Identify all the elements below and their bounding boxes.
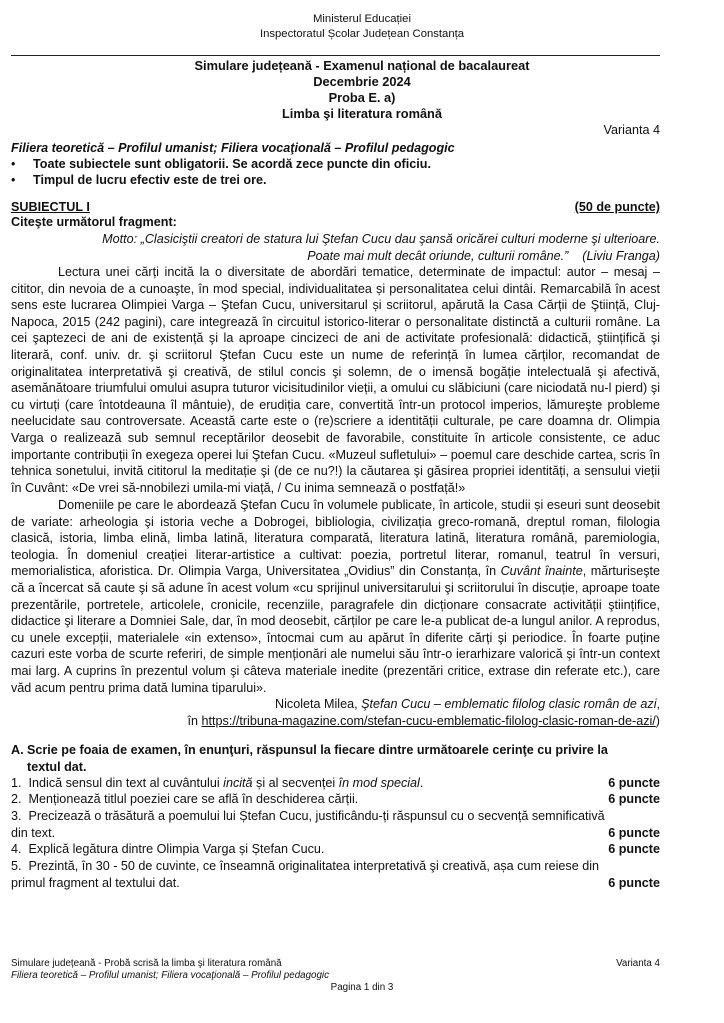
punct: ) bbox=[655, 714, 660, 728]
source-author: Nicoleta Milea, bbox=[275, 697, 362, 711]
motto-line-2 bbox=[40, 248, 660, 265]
question-text: Indică sensul din text al cuvântului bbox=[28, 776, 224, 790]
question-term: în mod special bbox=[338, 776, 420, 790]
paragraph-text: Domeniile pe care le abordează Ştefan Cucu în volumele publicate, în articole, studii și eseuri sunt deosebit de variate: arheologia şi istoria veche a Dobrogei, bibliologia, civilizația greco-romană, dreptul roman, filologia clasică, istoria, limba elină, limba latină, literatura comparată, literatura latină, literatura română, paremiologia, teologia. În domeniul creației literar-artistice a cultivat: poezia, portretul literar, romanul, teatrul în versuri, memorialistica, aforistica. Dr. Olimpia Varga, Universitatea „Ovidius” din Constanța, în bbox=[11, 498, 660, 579]
instruction-text: textul dat. bbox=[27, 759, 87, 774]
exam-title: Simulare județeană - Examenul național de bacalaureat bbox=[194, 58, 530, 73]
rule-text: Timpul de lucru efectiv este de trei ore. bbox=[33, 173, 267, 187]
question-number: 4. bbox=[11, 842, 22, 856]
page-number: Pagina 1 din 3 bbox=[330, 982, 394, 993]
punct: , bbox=[656, 697, 660, 711]
variant-label: Varianta 4 bbox=[603, 123, 660, 137]
footer-title: Simulare județeană - Probă scrisă la limba şi literatura română bbox=[11, 958, 282, 969]
source-in: în bbox=[187, 714, 202, 728]
source-title: Ştefan Cucu – emblematic filolog clasic român de azi bbox=[361, 697, 657, 711]
question-number: 5. bbox=[11, 859, 22, 873]
ministry-header: Ministerul Educației bbox=[313, 13, 411, 25]
motto-text: Poate mai mult decât oriunde, culturii române.” bbox=[307, 249, 569, 263]
question-text: și al secvenței bbox=[252, 776, 339, 790]
footer-profile: Filiera teoretică – Profilul umanist; Filiera vocaţională – Profilul pedagogic bbox=[11, 970, 330, 981]
question-number: 3. bbox=[11, 809, 22, 823]
question-number: 1. bbox=[11, 776, 22, 790]
question-points: 6 puncte bbox=[608, 875, 660, 890]
question-points: 6 puncte bbox=[608, 842, 660, 856]
exam-subject: Limba şi literatura română bbox=[281, 106, 442, 121]
subject-points: (50 de puncte) bbox=[574, 200, 660, 214]
rule-text: Toate subiectele sunt obligatorii. Se acordă zece puncte din oficiu. bbox=[33, 157, 431, 171]
question-2 bbox=[11, 791, 660, 808]
subject-heading bbox=[11, 200, 660, 214]
exam-test: Proba E. a) bbox=[328, 90, 396, 105]
question-points: 6 puncte bbox=[608, 776, 660, 790]
question-1 bbox=[11, 775, 660, 792]
subject-title: SUBIECTUL I bbox=[11, 200, 90, 214]
source-link-line bbox=[188, 713, 660, 730]
question-term: incită bbox=[223, 776, 253, 790]
question-3 bbox=[11, 808, 660, 841]
rule-item: • Toate subiectele sunt obligatorii. Se acordă zece puncte din oficiu. bbox=[11, 157, 431, 171]
source-citation bbox=[275, 696, 660, 713]
section-a-instruction bbox=[11, 742, 660, 775]
question-text: Prezintă, în 30 - 50 de cuvinte, ce înseamnă originalitatea interpretativă şi creativă, așa cum reiese din bbox=[28, 859, 600, 873]
header-divider bbox=[11, 55, 660, 56]
question-text: Explică legătura dintre Olimpia Varga și Ștefan Cucu. bbox=[28, 842, 325, 856]
exam-date: Decembrie 2024 bbox=[313, 74, 411, 89]
book-preface-title: Cuvânt înainte bbox=[500, 564, 583, 579]
question-text: din text. bbox=[11, 825, 56, 840]
section-a-label: A. bbox=[11, 743, 24, 757]
motto-author: (Liviu Franga) bbox=[582, 249, 660, 263]
paragraph-text: , mărturiseşte că a încercat să caute şi să adune în acest volum «cu sprijinul universitarului şi scriitorului în discuție, aproape toate prezentările, portretele, articolele, cronicile, recenziile, paragrafele din dicționare consacrate activității ştiințifice, didactice şi literare a Domniei Sale, dar, în mod deosebit, cărților pe care le-a publicat de-a lungul anilor. A reprodus, cu unele excepții, materialele «in extenso», întocmai cum au apărut în diferite cărți şi periodice. În foarte puține cazuri este vorba de scurte referiri, de simple menționări ale numelui său într-o ierarhizare valorică şi într-un context mai larg. A cuprins în prezentul volum şi câteva materiale inedite (prezentări critice, extrase din referate etc.), care văd acum pentru prima dată lumina tiparului». bbox=[11, 564, 660, 695]
inspectorate-header: Inspectoratul Școlar Județean Constanța bbox=[259, 28, 465, 40]
punct: . bbox=[419, 776, 424, 790]
footer-variant: Varianta 4 bbox=[616, 958, 660, 969]
instruction-text: Scrie pe foaia de examen, în enunţuri, răspunsul la fiecare dintre următoarele cerinţe cu privire la bbox=[27, 743, 608, 757]
question-points: 6 puncte bbox=[608, 792, 660, 806]
source-url-link[interactable]: https://tribuna-magazine.com/stefan-cucu-emblematic-filolog-clasic-roman-de-azi/ bbox=[201, 714, 656, 728]
question-text: primul fragment al textului dat. bbox=[11, 875, 180, 890]
rule-item: • Timpul de lucru efectiv este de trei ore. bbox=[11, 173, 267, 187]
fragment-paragraph-1: Lectura unei cărți incită la o diversitate de abordări tematice, determinate de impactul: autor – mesaj – cititor, din nevoia de a cunoaşte, în mod special, individualitatea și personalitatea celui dintâi. Remarcabilă în acest sens este lucrarea Olimpiei Varga – Ştefan Cucu, universitarul și scriitorul, apărută la Casa Cărții de Ştiință, Cluj-Napoca, 2015 (242 pagini), care integrează în circuitul istorico-literar o personalitate distinctă a culturii române. La cei şaptezeci de ani de existență şi la aproape cincizeci de ani de activitate profesională: didactică, ştiințifică şi literară, conf. univ. dr. şi scriitorul Ştefan Cucu este un nume de referință în lumea cărților, recomandat de originalitatea interpretativă şi creativă, de stilul concis şi solemn, de o imensă bogăție intelectuală şi afectivă, asemănătoare triumfului omului asupra tuturor vicisitudinilor vieții, a omului cu slăbiciuni (care niciodată nu-l pierd) şi cu virtuți (care întotdeauna îl mântuie), de erudiția care, convertită într-un protocol imperios, lămureşte probleme neelucidate sau controversate. Această carte este o (re)scriere a identității culturale, pe care doamna dr. Olimpia Varga o realizează sub semnul receptărilor deosebit de favorabile, constituite în articole consistente, ce aduc importante contribuții în exegeza operei lui Ştefan Cucu. «Muzeul sufletului» – poemul care deschide cartea, scris în tehnica sonetului, invită cititorul la meditație şi (de ce nu?!) la căutarea şi găsirea propriei identități, a sensului vieții în Cuvânt: «De vrei să-nnobilezi umila-mi viață, / Cu inima semnează o postfață!» bbox=[11, 265, 660, 495]
read-instruction: Citeşte următorul fragment: bbox=[11, 215, 177, 229]
question-points: 6 puncte bbox=[608, 825, 660, 840]
question-4 bbox=[11, 841, 660, 858]
profile-line: Filiera teoretică – Profilul umanist; Filiera vocaţională – Profilul pedagogic bbox=[11, 141, 455, 155]
question-text: Precizează o trăsătură a poemului lui Ștefan Cucu, justificându-ți răspunsul cu o secvență semnificativă bbox=[28, 809, 605, 823]
question-number: 2. bbox=[11, 792, 22, 806]
question-text: Menționează titlul poeziei care se află în deschiderea cărții. bbox=[28, 792, 359, 806]
question-5 bbox=[11, 858, 660, 891]
motto-line-1: Motto: „Clasiciştii creatori de statura lui Ştefan Cucu dau şansă oricărei culturi moderne şi ulterioare. bbox=[102, 232, 660, 246]
fragment-paragraph-2 bbox=[11, 497, 660, 696]
